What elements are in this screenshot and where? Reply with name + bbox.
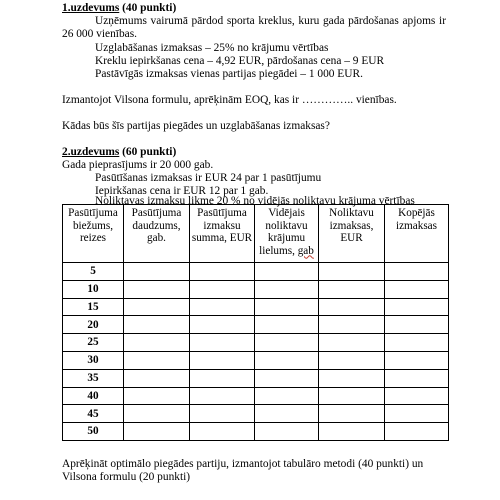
- empty-answer-cell[interactable]: [255, 316, 319, 334]
- empty-answer-cell[interactable]: [190, 263, 255, 281]
- column-header-total-costs: Kopējās izmaksas: [385, 205, 449, 263]
- empty-answer-cell[interactable]: [190, 334, 255, 352]
- row-frequency-value: 40: [63, 387, 124, 405]
- empty-answer-cell[interactable]: [385, 280, 449, 298]
- task1-intro-line2: 26 000 vienības.: [62, 28, 137, 40]
- row-frequency-value: 30: [63, 351, 124, 369]
- row-frequency-value: 25: [63, 334, 124, 352]
- task2-footer-line1: Aprēķināt optimālo piegādes partiju, izmantojot tabulāro metodi (40 punkti) un: [62, 458, 424, 470]
- task2-condition-purchase-price: Iepirkšanas cena ir EUR 12 par 1 gab.: [95, 185, 269, 197]
- table-header-row: [63, 205, 449, 263]
- empty-answer-cell[interactable]: [124, 351, 190, 369]
- empty-answer-cell[interactable]: [190, 298, 255, 316]
- empty-answer-cell[interactable]: [319, 298, 385, 316]
- row-frequency-value: 45: [63, 405, 124, 423]
- empty-answer-cell[interactable]: [385, 405, 449, 423]
- table-row: [63, 387, 449, 405]
- task2-heading: [62, 146, 176, 159]
- empty-answer-cell[interactable]: [255, 369, 319, 387]
- table-row: [63, 263, 449, 281]
- empty-answer-cell[interactable]: [124, 405, 190, 423]
- empty-answer-cell[interactable]: [319, 387, 385, 405]
- empty-answer-cell[interactable]: [255, 423, 319, 441]
- task1-heading: [62, 2, 176, 15]
- empty-answer-cell[interactable]: [385, 334, 449, 352]
- empty-answer-cell[interactable]: [255, 298, 319, 316]
- table-row: [63, 334, 449, 352]
- task2-heading-points: (60 punkti): [119, 146, 177, 158]
- table-row: [63, 298, 449, 316]
- empty-answer-cell[interactable]: [385, 369, 449, 387]
- empty-answer-cell[interactable]: [255, 387, 319, 405]
- task1-condition-fixed-costs: Pastāvīgās izmaksas vienas partijas piegādei – 1 000 EUR.: [95, 68, 363, 80]
- empty-answer-cell[interactable]: [319, 423, 385, 441]
- empty-answer-cell[interactable]: [385, 351, 449, 369]
- row-frequency-value: 15: [63, 298, 124, 316]
- empty-answer-cell[interactable]: [319, 351, 385, 369]
- empty-answer-cell[interactable]: [255, 334, 319, 352]
- task1-intro-line1: Uzņēmums vairumā pārdod sporta kreklus, kuru gada pārdošanas apjoms ir: [95, 15, 446, 27]
- empty-answer-cell[interactable]: [190, 405, 255, 423]
- empty-answer-cell[interactable]: [124, 334, 190, 352]
- empty-answer-cell[interactable]: [190, 316, 255, 334]
- empty-answer-cell[interactable]: [124, 423, 190, 441]
- empty-answer-cell[interactable]: [190, 387, 255, 405]
- row-frequency-value: 5: [63, 263, 124, 281]
- empty-answer-cell[interactable]: [319, 316, 385, 334]
- empty-answer-cell[interactable]: [255, 263, 319, 281]
- task2-heading-number: 2.: [62, 146, 71, 158]
- row-frequency-value: 35: [63, 369, 124, 387]
- table-row: [63, 316, 449, 334]
- empty-answer-cell[interactable]: [319, 405, 385, 423]
- empty-answer-cell[interactable]: [385, 387, 449, 405]
- table-row: [63, 280, 449, 298]
- empty-answer-cell[interactable]: [124, 316, 190, 334]
- empty-answer-cell[interactable]: [190, 351, 255, 369]
- empty-answer-cell[interactable]: [319, 334, 385, 352]
- column-header-order-quantity: Pasūtījuma daudzums, gab.: [124, 205, 190, 263]
- row-frequency-value: 20: [63, 316, 124, 334]
- empty-answer-cell[interactable]: [319, 280, 385, 298]
- empty-answer-cell[interactable]: [319, 369, 385, 387]
- task2-annual-demand: Gada pieprasījums ir 20 000 gab.: [62, 159, 214, 171]
- table-row: [63, 351, 449, 369]
- empty-answer-cell[interactable]: [190, 369, 255, 387]
- task1-condition-storage: Uzglabāšanas izmaksas – 25% no krājumu vērtības: [95, 42, 329, 54]
- column-header-storage-costs: Noliktavu izmaksas, EUR: [319, 205, 385, 263]
- task2-condition-order-cost: Pasūtīšanas izmaksas ir EUR 24 par 1 pasūtījumu: [95, 172, 322, 184]
- empty-answer-cell[interactable]: [124, 280, 190, 298]
- empty-answer-cell[interactable]: [255, 280, 319, 298]
- task1-question-eoq: Izmantojot Vilsona formulu, aprēķinām EOQ, kas ir ………….. vienības.: [62, 94, 397, 106]
- empty-answer-cell[interactable]: [385, 423, 449, 441]
- empty-answer-cell[interactable]: [255, 405, 319, 423]
- empty-answer-cell[interactable]: [124, 263, 190, 281]
- empty-answer-cell[interactable]: [385, 298, 449, 316]
- table-row: [63, 369, 449, 387]
- empty-answer-cell[interactable]: [319, 263, 385, 281]
- column-header-average-inventory: Vidējais noliktavu krājumu lielums, gab: [255, 205, 319, 263]
- empty-answer-cell[interactable]: [255, 351, 319, 369]
- task1-heading-word: uzdevums: [70, 2, 120, 14]
- empty-answer-cell[interactable]: [124, 369, 190, 387]
- task1-heading-points: (40 punkti): [119, 2, 177, 14]
- empty-answer-cell[interactable]: [385, 263, 449, 281]
- empty-answer-cell[interactable]: [124, 387, 190, 405]
- task1-heading-number: 1.: [62, 2, 71, 14]
- empty-answer-cell[interactable]: [190, 280, 255, 298]
- task2-heading-word: uzdevums: [70, 146, 120, 158]
- task1-condition-prices: Kreklu iepirkšanas cena – 4,92 EUR, pārdošanas cena – 9 EUR: [95, 55, 385, 67]
- table-row: [63, 423, 449, 441]
- task2-footer-line2: Vilsona formulu (20 punkti): [62, 471, 191, 483]
- row-frequency-value: 50: [63, 423, 124, 441]
- column-header-order-cost-sum: Pasūtījuma izmaksu summa, EUR: [190, 205, 255, 263]
- row-frequency-value: 10: [63, 280, 124, 298]
- empty-answer-cell[interactable]: [190, 423, 255, 441]
- inventory-cost-table: [62, 204, 449, 441]
- empty-answer-cell[interactable]: [124, 298, 190, 316]
- table-row: [63, 405, 449, 423]
- task2-condition-holding-rate: Noliktavas izmaksu likme 20 % no vidējās noliktavu krājuma vērtības: [95, 195, 415, 207]
- column-header-order-frequency: Pasūtījuma biežums, reizes: [63, 205, 124, 263]
- task1-question-costs: Kādas būs šīs partijas piegādes un uzglabāšanas izmaksas?: [62, 120, 330, 132]
- empty-answer-cell[interactable]: [385, 316, 449, 334]
